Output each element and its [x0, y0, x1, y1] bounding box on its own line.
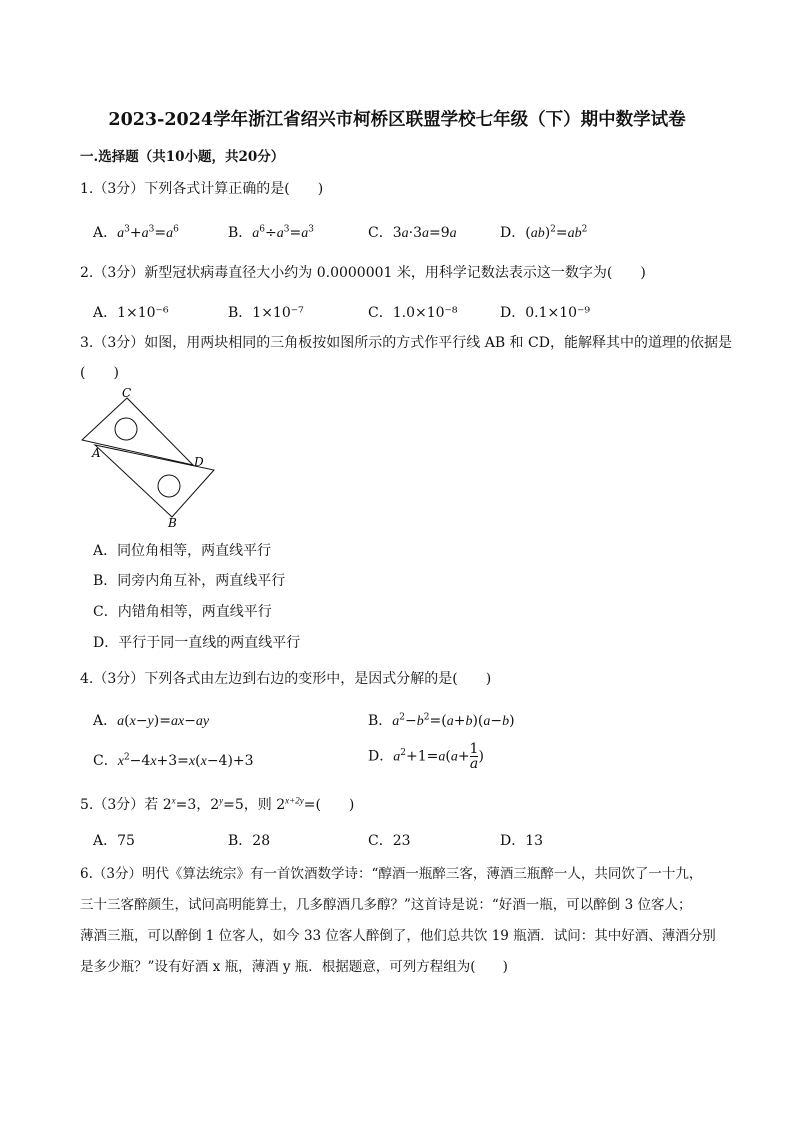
- q5-stem: 5.（3分）若 $2^x=3$，$2^y=5$，则 $2^{x+2y}=$( ): [80, 795, 355, 813]
- circle-lower: [158, 475, 180, 497]
- q4-option-a: A．a(x−y)=ax−ay: [93, 713, 210, 729]
- q4-option-c: C．$x^2-4x+3=x(x-4)+3$: [93, 752, 254, 769]
- q1-option-c: C．3a·3a=9a: [368, 225, 457, 241]
- q6-line-3: 薄酒三瓶，可以醉倒 1 位客人，如今 33 位客人醉倒了，他们总共饮 19 瓶酒．试问：其中好酒、薄酒分别: [80, 928, 716, 944]
- q4-option-b: B．$a^2-b^2=(a+b)(a-b)$: [368, 712, 515, 729]
- q3-option-a: A．同位角相等，两直线平行: [93, 543, 272, 559]
- q5-option-c: C．23: [368, 833, 411, 849]
- q2-option-d: D．0.1×10⁻⁹: [500, 305, 591, 321]
- q1-option-d: D．$(ab)^2=ab^2$: [500, 224, 588, 241]
- q2-option-b: B．1×10⁻⁷: [228, 305, 304, 321]
- circle-upper: [115, 418, 137, 440]
- q5-option-a: A．75: [93, 833, 135, 849]
- q5-option-b: B．28: [228, 833, 271, 849]
- section-heading: 一.选择题（共10小题，共20分）: [80, 149, 285, 165]
- q3-option-c: C．内错角相等，两直线平行: [93, 604, 272, 620]
- label-d: D: [194, 455, 204, 469]
- q6-line-2: 三十三客醉颜生，试问高明能算士，几多醇酒几多醇？”这首诗是说：“好酒一瓶，可以醉倒 3 位客人；: [80, 897, 692, 913]
- triangle-figure: [80, 385, 220, 530]
- q3-option-d: D．平行于同一直线的两直线平行: [93, 635, 301, 651]
- q5-option-d: D．13: [500, 833, 544, 849]
- q1-option-a: A．$a^3+a^3=a^6$: [93, 224, 179, 241]
- q2-option-c: C．1.0×10⁻⁸: [368, 305, 458, 321]
- label-c: C: [122, 386, 132, 400]
- label-b: B: [168, 516, 177, 530]
- q1-option-b: B．$a^6\div a^3=a^3$: [228, 224, 314, 241]
- q6-line-1: 6.（3分）明代《算法统宗》有一首饮酒数学诗：“醇酒一瓶醉三客，薄酒三瓶醉一人，共同饮了一十九，: [80, 866, 703, 882]
- q6-line-4: 是多少瓶？”设有好酒 x 瓶，薄酒 y 瓶．根据题意，可列方程组为( ): [80, 959, 508, 975]
- q3-stem-paren: ( ): [80, 365, 119, 381]
- label-a: A: [92, 446, 101, 460]
- page-title: 2023-2024学年浙江省绍兴市柯桥区联盟学校七年级（下）期中数学试卷: [108, 110, 686, 130]
- q4-stem: 4.（3分）下列各式由左边到右边的变形中，是因式分解的是( ): [80, 671, 492, 687]
- q3-option-b: B．同旁内角互补，两直线平行: [93, 573, 286, 589]
- q2-stem: 2.（3分）新型冠状病毒直径大小约为 0.0000001 米，用科学记数法表示这一数字为( ): [80, 265, 646, 281]
- q2-option-a: A．1×10⁻⁶: [93, 305, 169, 321]
- q4-option-d: D．$a^2+1=a(a+$ $\frac{1}{a}$ ): [368, 741, 484, 772]
- q1-stem: 1.（3分）下列各式计算正确的是( ): [80, 181, 324, 197]
- q3-stem: 3.（3分）如图，用两块相同的三角板按如图所示的方式作平行线 AB 和 CD，能解释其中的道理的依据是: [80, 335, 732, 351]
